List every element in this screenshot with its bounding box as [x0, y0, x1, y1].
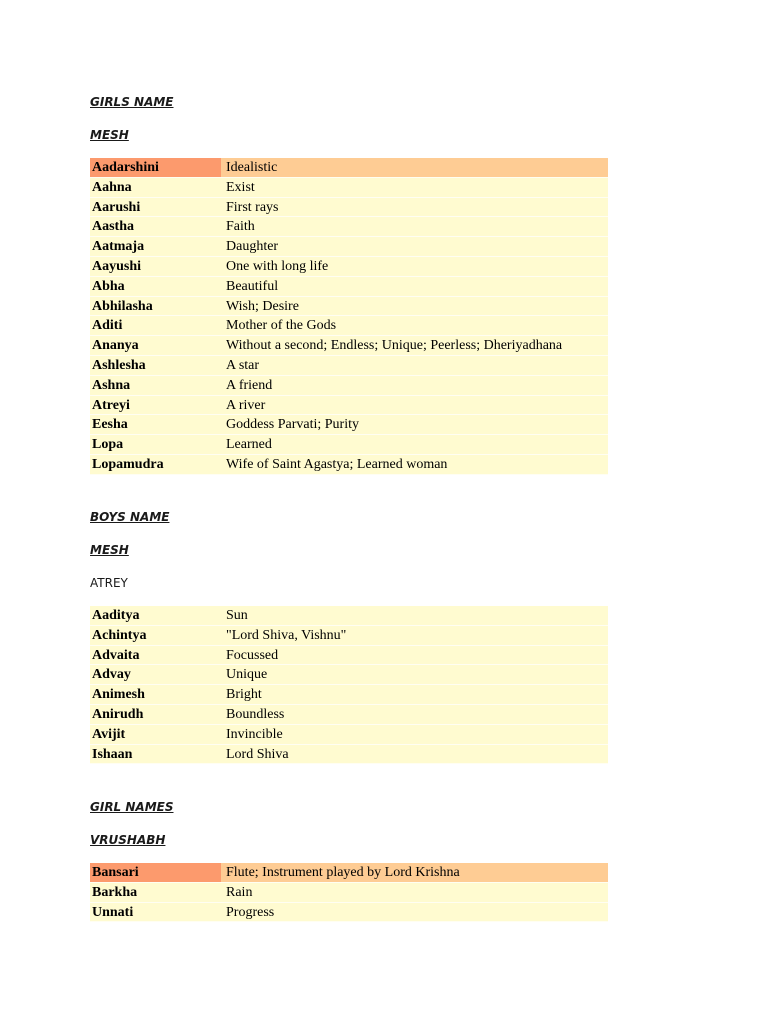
table-row — [90, 685, 608, 705]
name-cell: Lopamudra — [92, 456, 164, 472]
name-cell: Aarushi — [92, 199, 141, 215]
name-cell: Ananya — [92, 338, 139, 354]
section-sign-mesh: MESH — [90, 128, 129, 142]
table-row — [90, 725, 608, 745]
table-row — [90, 883, 608, 903]
name-cell: Lopa — [92, 437, 124, 453]
meaning-cell: Wife of Saint Agastya; Learned woman — [226, 456, 448, 472]
meaning-cell: A friend — [226, 377, 273, 393]
table-row — [90, 257, 608, 277]
table-row — [90, 198, 608, 218]
table-row — [90, 336, 608, 356]
meaning-cell: Learned — [226, 437, 272, 453]
table-row — [90, 435, 608, 455]
table-row — [90, 217, 608, 237]
meaning-cell: Invincible — [226, 726, 283, 742]
table-row — [90, 626, 608, 646]
name-cell: Aatmaja — [92, 239, 145, 255]
meaning-cell: Mother of the Gods — [226, 318, 337, 334]
name-cell: Advaita — [92, 647, 140, 663]
names-table-girls-mesh — [90, 158, 608, 475]
table-row — [90, 415, 608, 435]
name-cell: Ashna — [92, 377, 131, 393]
table-row — [90, 863, 608, 883]
name-cell: Aaditya — [92, 608, 140, 623]
meaning-cell: Goddess Parvati; Purity — [226, 417, 359, 433]
table-row — [90, 178, 608, 198]
name-cell: Barkha — [92, 884, 138, 900]
meaning-cell: Boundless — [226, 706, 285, 722]
section-heading-boys: BOYS NAME — [90, 510, 170, 524]
meaning-cell: Unique — [226, 667, 268, 683]
name-cell: Animesh — [92, 687, 145, 703]
meaning-cell: Lord Shiva — [226, 746, 289, 762]
meaning-cell: Flute; Instrument played by Lord Krishna — [221, 863, 608, 882]
section-heading-girl-names: GIRL NAMES — [90, 800, 174, 814]
table-row — [90, 277, 608, 297]
section-sign-vrushabh: VRUSHABH — [90, 833, 166, 847]
name-cell: Abhilasha — [92, 298, 153, 314]
name-cell: Aadarshini — [90, 158, 221, 177]
name-cell: Aditi — [92, 318, 123, 334]
table-row — [90, 455, 608, 475]
table-row — [90, 237, 608, 257]
name-cell: Abha — [92, 278, 125, 294]
name-cell: Ashlesha — [92, 357, 146, 373]
meaning-cell: Bright — [226, 687, 262, 703]
meaning-cell: A river — [226, 397, 266, 413]
name-cell: Atreyi — [92, 397, 130, 413]
meaning-cell: Exist — [226, 179, 255, 195]
meaning-cell: A star — [226, 357, 260, 373]
name-cell: Achintya — [92, 627, 147, 643]
section-subtitle: ATREY — [90, 576, 128, 590]
table-row — [90, 396, 608, 416]
name-cell: Bansari — [90, 863, 221, 882]
name-cell: Ishaan — [92, 746, 133, 762]
table-row — [90, 158, 608, 178]
meaning-cell: Sun — [226, 608, 248, 623]
meaning-cell: One with long life — [226, 258, 329, 274]
meaning-cell: Rain — [226, 884, 253, 900]
meaning-cell: Faith — [226, 219, 255, 235]
name-cell: Unnati — [92, 904, 134, 920]
name-cell: Aastha — [92, 219, 135, 235]
names-table-boys-mesh — [90, 606, 608, 764]
meaning-cell: Focussed — [226, 647, 279, 663]
name-cell: Avijit — [92, 726, 126, 742]
name-cell: Eesha — [92, 417, 128, 433]
meaning-cell: First rays — [226, 199, 279, 215]
section-sign-mesh-boys: MESH — [90, 543, 129, 557]
name-cell: Aahna — [92, 179, 132, 195]
meaning-cell: Beautiful — [226, 278, 279, 294]
name-cell: Advay — [92, 667, 131, 683]
table-row — [90, 606, 608, 626]
meaning-cell: Without a second; Endless; Unique; Peerless; Dheriyadhana — [226, 338, 563, 354]
table-row — [90, 646, 608, 666]
meaning-cell: Idealistic — [221, 158, 608, 177]
name-cell: Aayushi — [92, 258, 142, 274]
table-row — [90, 745, 608, 765]
meaning-cell: Progress — [226, 904, 275, 920]
table-row — [90, 376, 608, 396]
section-heading-girls: GIRLS NAME — [90, 95, 174, 109]
meaning-cell: Wish; Desire — [226, 298, 299, 314]
name-cell: Anirudh — [92, 706, 144, 722]
table-row — [90, 903, 608, 923]
meaning-cell: "Lord Shiva, Vishnu" — [226, 627, 347, 643]
table-row — [90, 356, 608, 376]
names-table-girls-vrushabh — [90, 863, 608, 922]
table-row — [90, 665, 608, 685]
table-row — [90, 705, 608, 725]
meaning-cell: Daughter — [226, 239, 279, 255]
table-row — [90, 316, 608, 336]
table-row — [90, 297, 608, 317]
